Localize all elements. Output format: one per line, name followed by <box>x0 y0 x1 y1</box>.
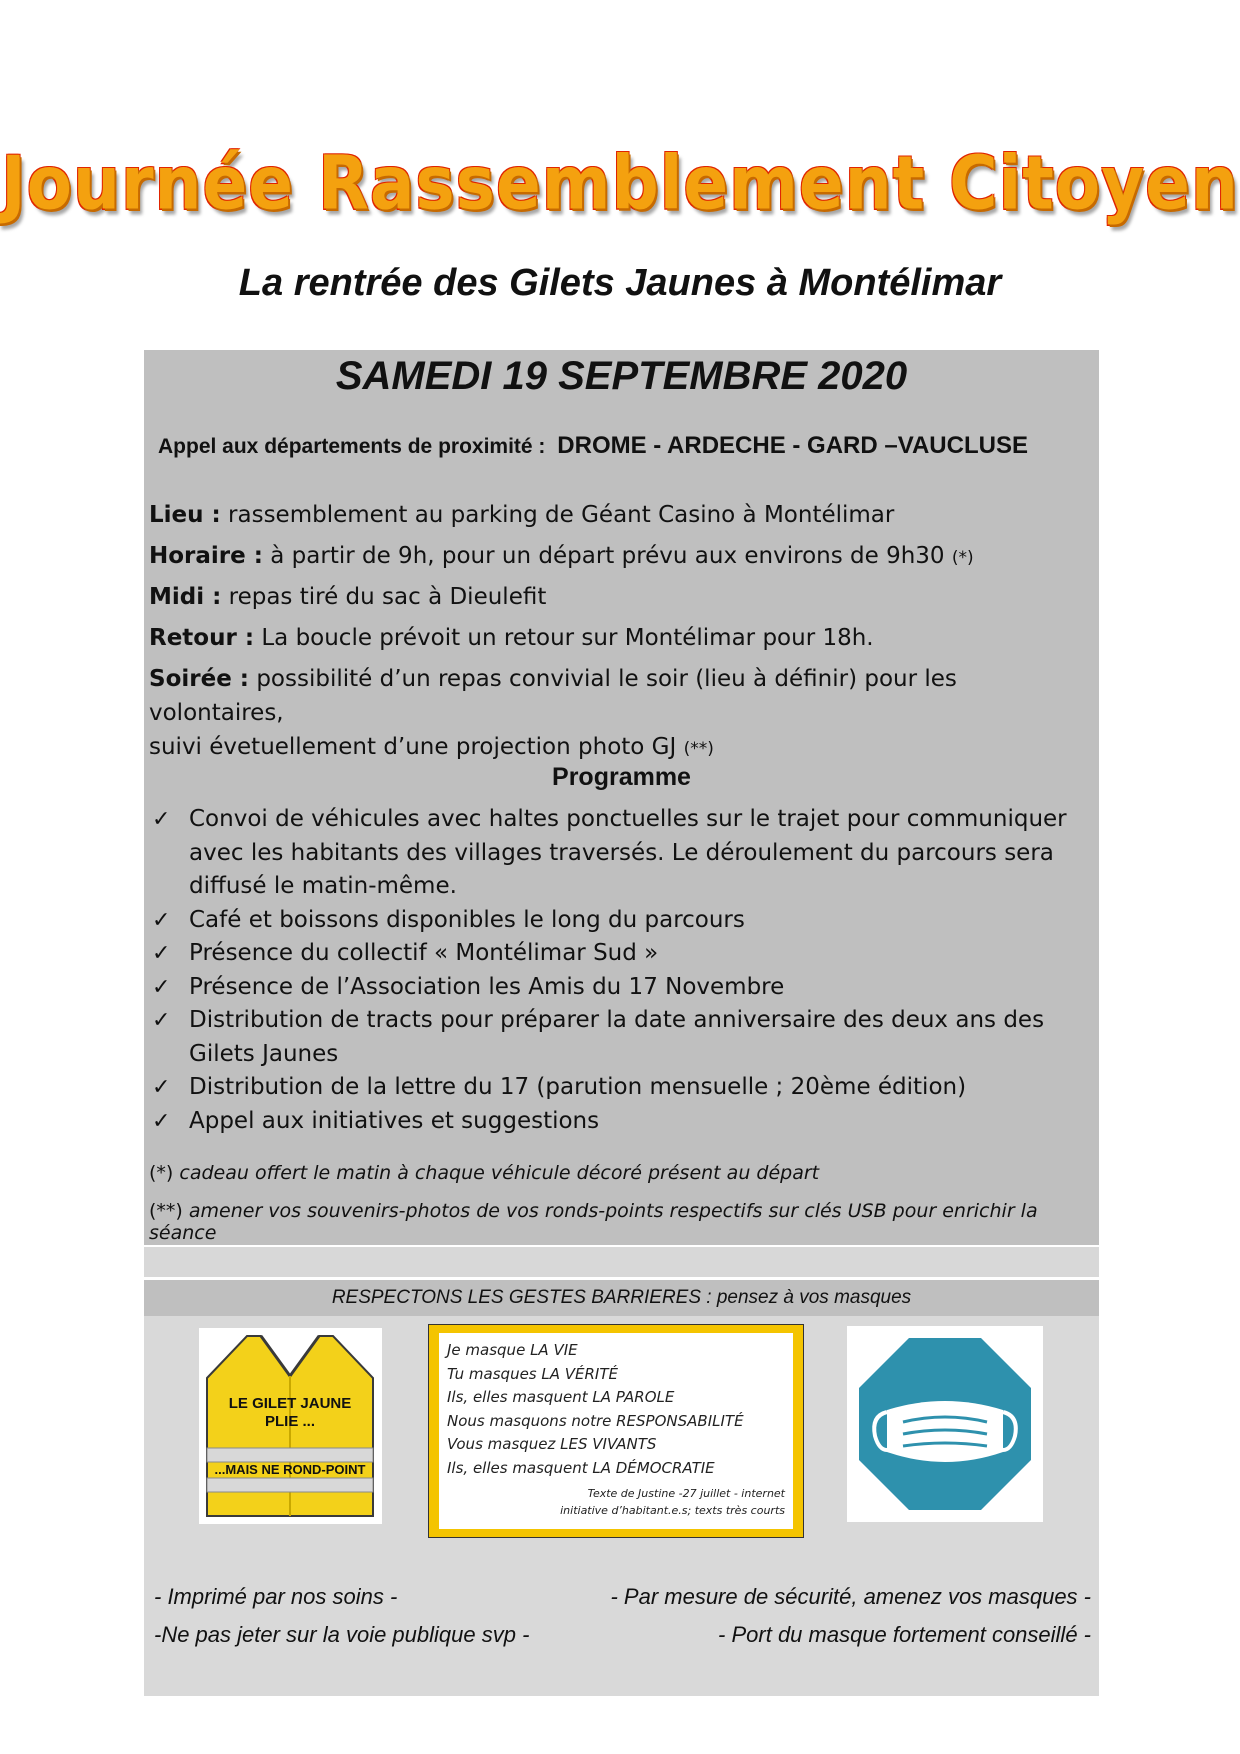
check-icon: ✓ <box>152 807 171 832</box>
detail-horaire <box>149 539 1094 575</box>
footnote-2-mark: (**) <box>149 1200 183 1222</box>
mask-image <box>847 1326 1043 1522</box>
footer-do-not-litter: -Ne pas jeter sur la voie publique svp - <box>154 1622 530 1647</box>
list-item: ✓ Distribution de tracts pour préparer la date anniversaire des deux ans des Gilets Jaunes <box>152 1004 1082 1071</box>
footer-bring-masks: - Par mesure de sécurité, amenez vos masques - <box>610 1584 1091 1609</box>
check-icon: ✓ <box>152 941 171 966</box>
footer-printed: - Imprimé par nos soins - <box>154 1584 398 1609</box>
list-item: ✓ Présence du collectif « Montélimar Sud » <box>152 937 1082 971</box>
detail-midi <box>149 580 1094 614</box>
footnote-1 <box>149 1162 1094 1184</box>
soiree-note: (**) <box>683 739 714 759</box>
retour-text: La boucle prévoit un retour sur Montélimar pour 18h. <box>261 625 874 651</box>
soiree-label: Soirée : <box>149 666 249 692</box>
poem-credit-1: Texte de Justine -27 juillet - internet <box>587 1487 785 1500</box>
poem-credit <box>560 1485 785 1519</box>
horaire-label: Horaire : <box>149 543 263 569</box>
list-item: ✓ Présence de l’Association les Amis du 17 Novembre <box>152 971 1082 1005</box>
detail-lieu <box>149 498 1094 532</box>
event-date: SAMEDI 19 SEPTEMBRE 2020 <box>335 354 908 398</box>
yellow-vest-image <box>199 1328 382 1524</box>
check-icon: ✓ <box>152 1108 171 1134</box>
lieu-label: Lieu : <box>149 502 221 528</box>
footnote-1-text: cadeau offert le matin à chaque véhicule décoré présent au départ <box>179 1162 820 1184</box>
separator-band <box>144 1247 1099 1277</box>
appel-label: Appel aux départements de proximité : <box>158 435 546 458</box>
detail-retour <box>149 621 1094 655</box>
event-panel <box>144 350 1099 1245</box>
page-subtitle: La rentrée des Gilets Jaunes à Montélimar <box>238 262 1002 304</box>
vest-line-3: ...MAIS NE ROND-POINT <box>214 1462 366 1477</box>
horaire-note: (*) <box>951 548 974 568</box>
vest-line-1: LE GILET JAUNE <box>228 1395 352 1412</box>
soiree-text-2: suivi évetuellement d’une projection photo GJ <box>149 734 677 760</box>
list-item: ✓ Café et boissons disponibles le long du parcours <box>152 904 1082 938</box>
poem-line: Ils, elles masquent LA PAROLE <box>447 1388 675 1406</box>
poem-line: Ils, elles masquent LA DÉMOCRATIE <box>447 1458 715 1477</box>
poem-credit-2: initiative d’habitant.e.s; texts très courts <box>560 1504 785 1517</box>
programme-title: Programme <box>552 763 691 791</box>
midi-text: repas tiré du sac à Dieulefit <box>228 584 547 610</box>
barrier-banner: RESPECTONS LES GESTES BARRIERES : pensez à vos masques <box>144 1280 1099 1316</box>
footnote-2 <box>149 1200 1094 1244</box>
footnote-1-mark: (*) <box>149 1162 174 1184</box>
programme-list <box>152 803 1082 1138</box>
check-icon: ✓ <box>152 1075 171 1100</box>
poem-line: Vous masquez LES VIVANTS <box>447 1435 657 1453</box>
list-item: ✓ Appel aux initiatives et suggestions <box>152 1105 1082 1139</box>
check-icon: ✓ <box>152 907 171 933</box>
poem-box <box>428 1324 804 1538</box>
appel-departments: DROME - ARDECHE - GARD –VAUCLUSE <box>557 432 1028 459</box>
poem-inner <box>439 1333 793 1529</box>
lieu-text: rassemblement au parking de Géant Casino à Montélimar <box>228 502 895 528</box>
poem-line: Tu masques LA VÉRITÉ <box>447 1364 618 1383</box>
yellow-vest-icon <box>199 1328 382 1524</box>
page-title: Journée Rassemblement Citoyen <box>1 140 1239 227</box>
footer-mask-advised: - Port du masque fortement conseillé - <box>718 1622 1091 1647</box>
check-icon: ✓ <box>152 1008 171 1033</box>
check-icon: ✓ <box>152 974 171 1000</box>
retour-label: Retour : <box>149 625 255 651</box>
list-item: ✓ Distribution de la lettre du 17 (parution mensuelle ; 20ème édition) <box>152 1071 1082 1105</box>
midi-label: Midi : <box>149 584 222 610</box>
list-item: ✓ Convoi de véhicules avec haltes ponctuelles sur le trajet pour communiquer avec les habitants des villages traversés. Le déroulement du parcours sera diffusé le matin-même. <box>152 803 1082 904</box>
poem-line: Je masque LA VIE <box>447 1341 578 1359</box>
horaire-text: à partir de 9h, pour un départ prévu aux environs de 9h30 <box>270 543 945 569</box>
poem-line: Nous masquons notre RESPONSABILITÉ <box>447 1411 744 1430</box>
footnote-2-text: amener vos souvenirs-photos de vos ronds-points respectifs sur clés USB pour enrichir la séance <box>149 1200 1038 1244</box>
soiree-text-1: possibilité d’un repas convivial le soir (lieu à définir) pour les volontaires, <box>149 666 957 726</box>
vest-line-2: PLIE ... <box>264 1413 316 1430</box>
face-mask-icon <box>847 1326 1043 1522</box>
poem-lines <box>447 1339 744 1480</box>
detail-soiree <box>149 662 1094 766</box>
appel-line <box>158 432 1099 460</box>
lower-section <box>144 1316 1099 1696</box>
